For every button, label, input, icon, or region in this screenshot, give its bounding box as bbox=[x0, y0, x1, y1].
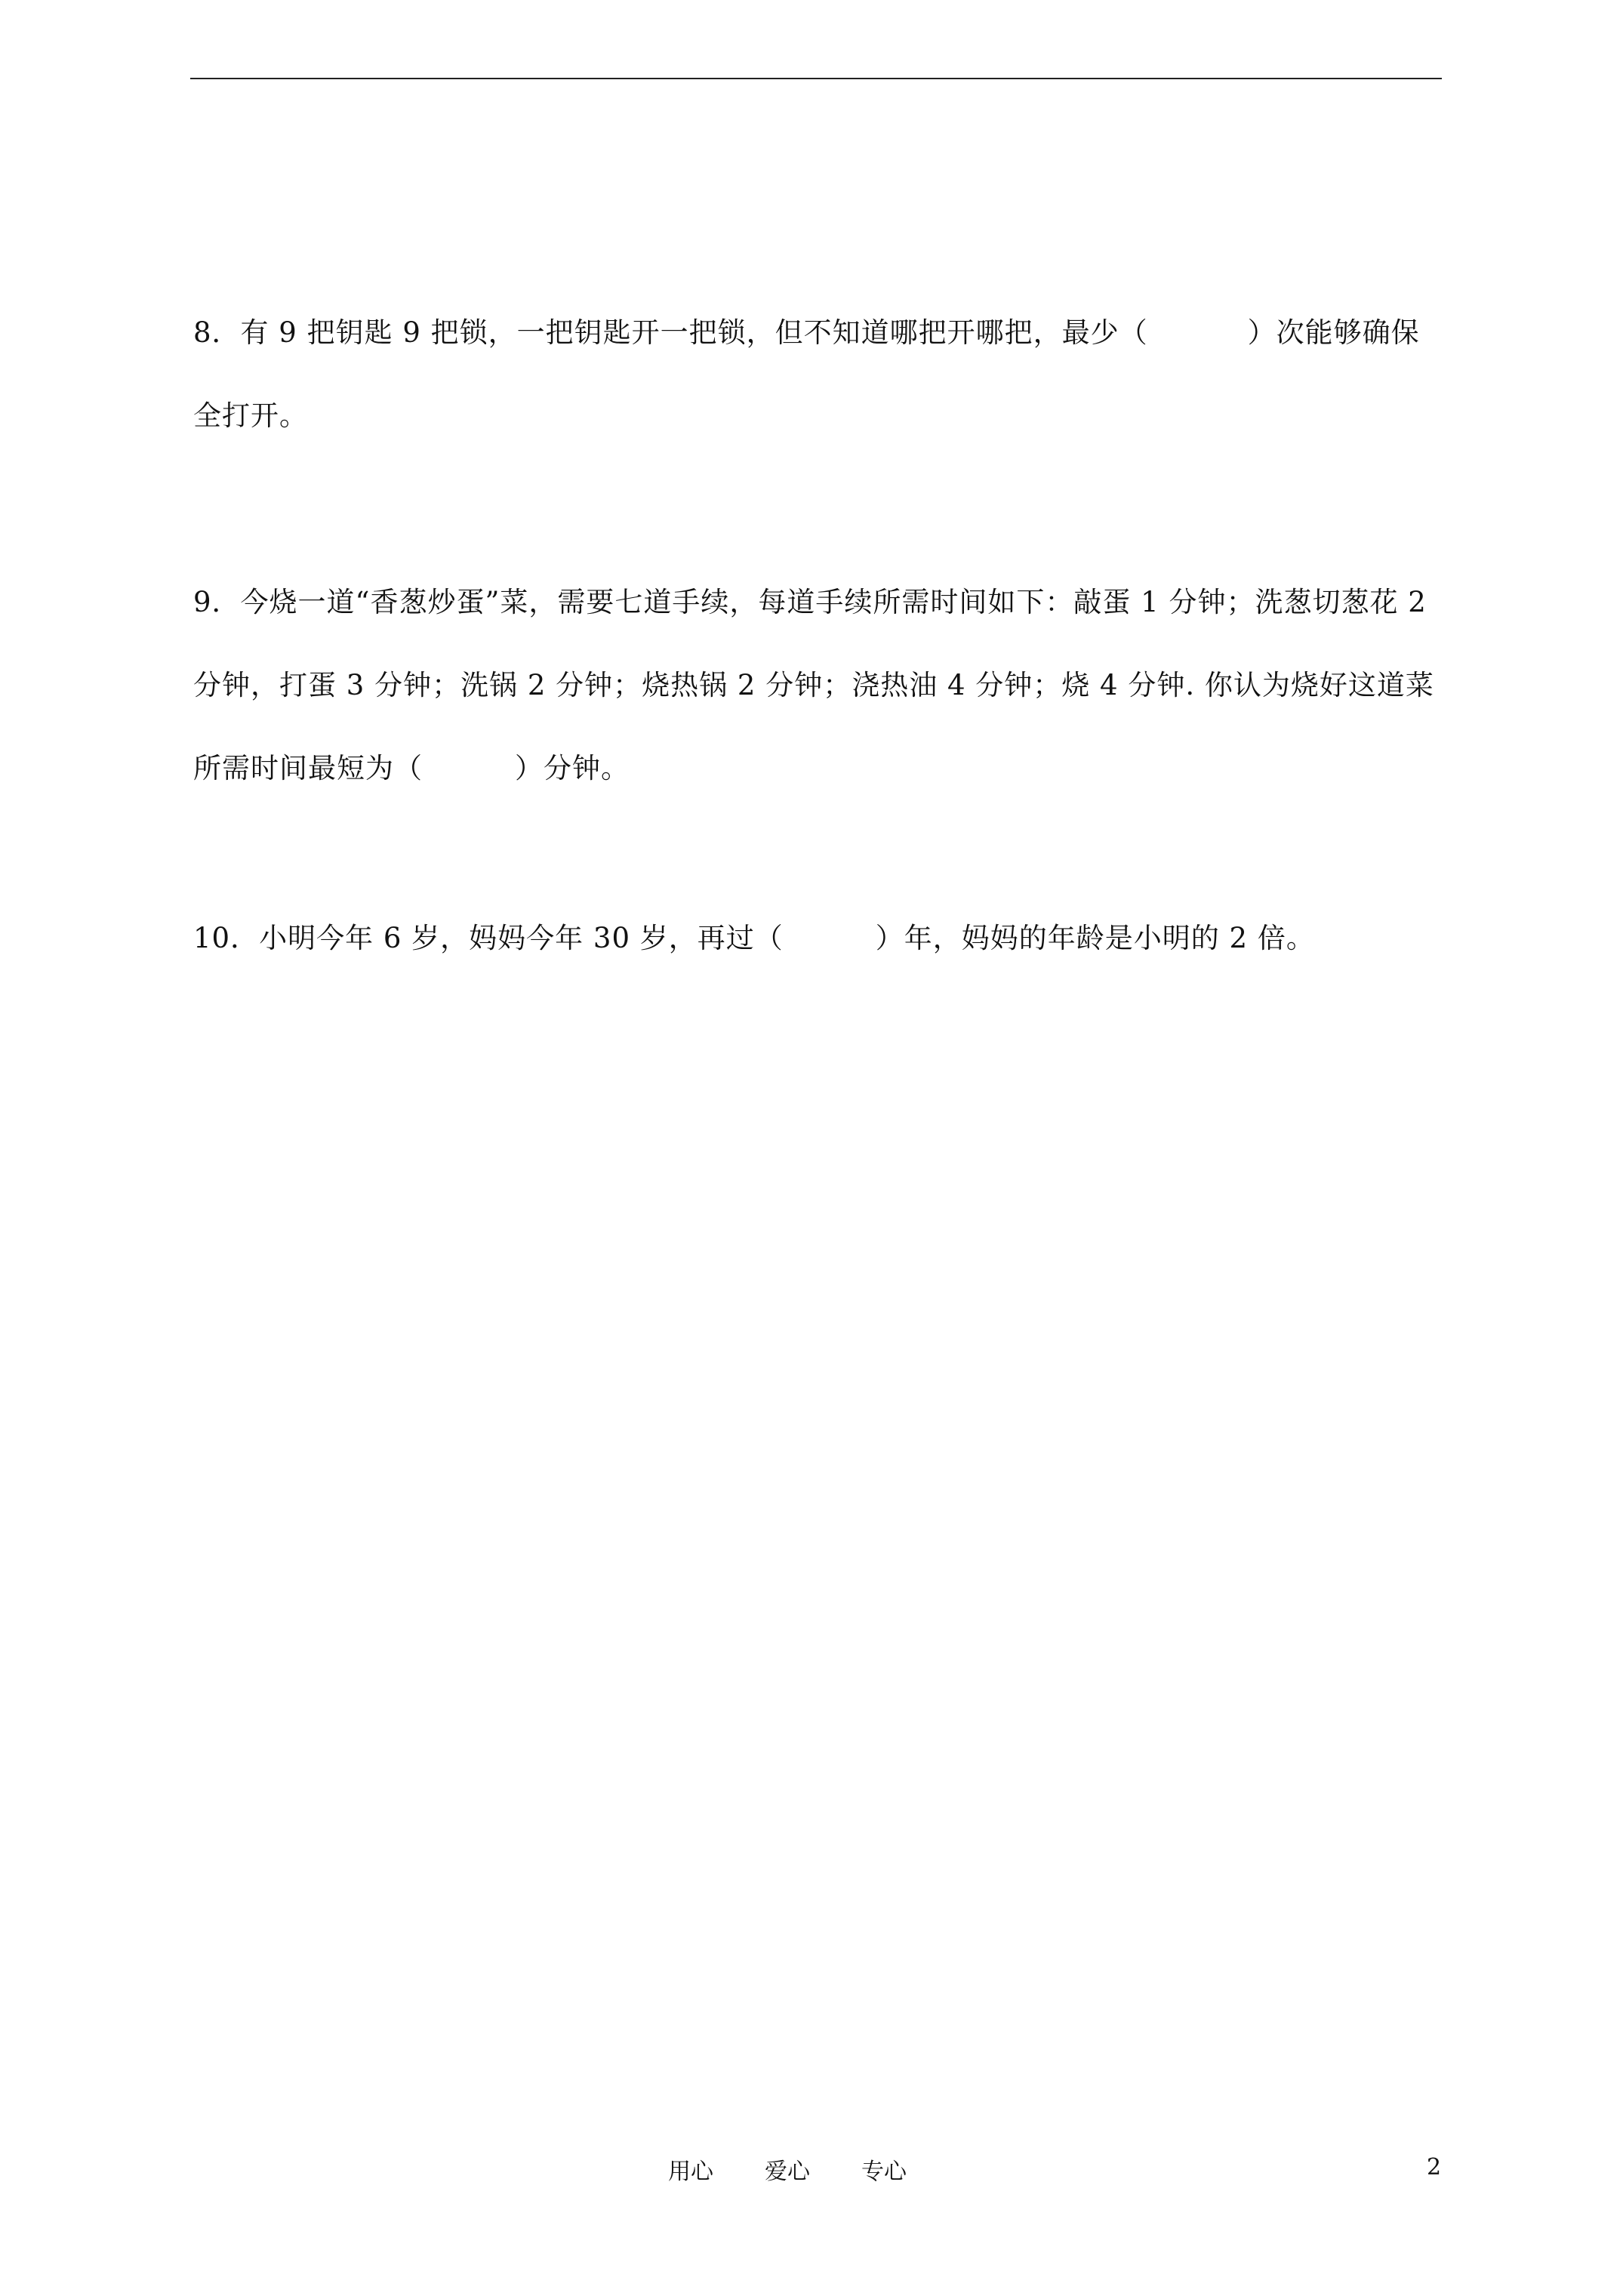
question-number: 8． bbox=[193, 316, 241, 349]
question-9 bbox=[193, 561, 1446, 810]
footer-motto: 爱心 bbox=[765, 2159, 810, 2185]
question-text: 有 9 把钥匙 9 把锁，一把钥匙开一把锁，但不知道哪把开哪把，最少（ bbox=[240, 316, 1148, 349]
question-8 bbox=[193, 291, 1446, 458]
question-number: 10． bbox=[193, 922, 260, 954]
footer-motto: 用心 bbox=[668, 2159, 713, 2185]
page-footer bbox=[0, 2147, 1623, 2192]
header-rule bbox=[190, 78, 1442, 79]
question-text: 小明今年 6 岁，妈妈今年 30 岁，再过（ bbox=[259, 922, 784, 954]
footer-mottos bbox=[668, 2153, 907, 2186]
footer-motto: 专心 bbox=[861, 2159, 907, 2185]
question-text-after: ）年，妈妈的年龄是小明的 2 倍。 bbox=[875, 922, 1315, 954]
page-number: 2 bbox=[1427, 2154, 1442, 2180]
question-10 bbox=[193, 897, 1446, 980]
question-number: 9． bbox=[193, 586, 241, 618]
question-text-after: ）分钟。 bbox=[515, 752, 630, 784]
question-text: 今烧一道“香葱炒蛋”菜，需要七道手续，每道手续所需时间如下：敲蛋 1 分钟；洗葱切葱花 2 分钟，打蛋 3 分钟；洗锅 2 分钟；烧热锅 2 分钟；浇热油 4 分钟；烧 4 分钟. 你认为烧好这道菜所需时间最短为（ bbox=[193, 586, 1434, 784]
question-text-after: ）次能够确保全打开。 bbox=[193, 316, 1420, 432]
